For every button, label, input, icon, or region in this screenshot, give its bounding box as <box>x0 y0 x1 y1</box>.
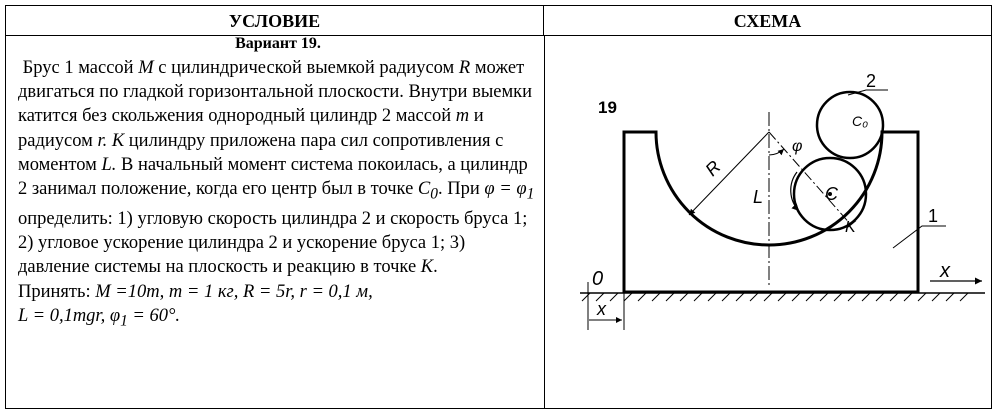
x-axis-label: x <box>940 260 950 282</box>
k-label: K <box>845 219 856 236</box>
origin-label: 0 <box>592 268 604 290</box>
condition-header: УСЛОВИЕ <box>6 6 544 36</box>
phi-arc <box>769 149 784 155</box>
ground-hatching <box>582 293 968 301</box>
variant-title: Вариант 19. <box>235 35 321 52</box>
moment-label: L <box>753 187 764 207</box>
radial-line-c-k <box>769 132 852 226</box>
phi-label: φ <box>792 138 803 155</box>
cylinder-initial <box>817 92 883 158</box>
x-distance-label: x <box>597 299 606 319</box>
c-label: C <box>825 184 838 204</box>
cylinder-number: 2 <box>866 71 877 91</box>
scheme-header: СХЕМА <box>544 6 991 36</box>
radius-label: R <box>701 156 725 180</box>
problem-text: Брус 1 массой M с цилиндрической выемкой радиусом R может двигаться по гладкой горизонтальной плоскости. Внутри выемки катится без скольжения однородный цилиндр 2 массой m и радиусом r. К цилиндру приложена пара сил сопротивления с моментом L. В начальный момент система покоилась, а цилиндр 2 занимал положение, когда его центр был в точке $C_0$. При $\varphi = \varphi_1$ определить: 1) угловую скорость цилиндра 2 и скорость бруса 1; 2) угловое ускорение цилиндра 2 и ускорение бруса 1; 3) давление системы на плоскость и реакцию в точке K. <box>18 58 535 278</box>
body-number: 1 <box>928 206 939 226</box>
given-values: Принять: M =10m, m = 1 кг, R = 5r, r = 0,1 м, L = 0,1mgr, $\varphi_1 = 60^\circ$. <box>18 281 373 330</box>
block-body <box>624 132 918 292</box>
c0-label: C₀ <box>852 113 869 129</box>
figure-number: 19 <box>598 98 617 117</box>
